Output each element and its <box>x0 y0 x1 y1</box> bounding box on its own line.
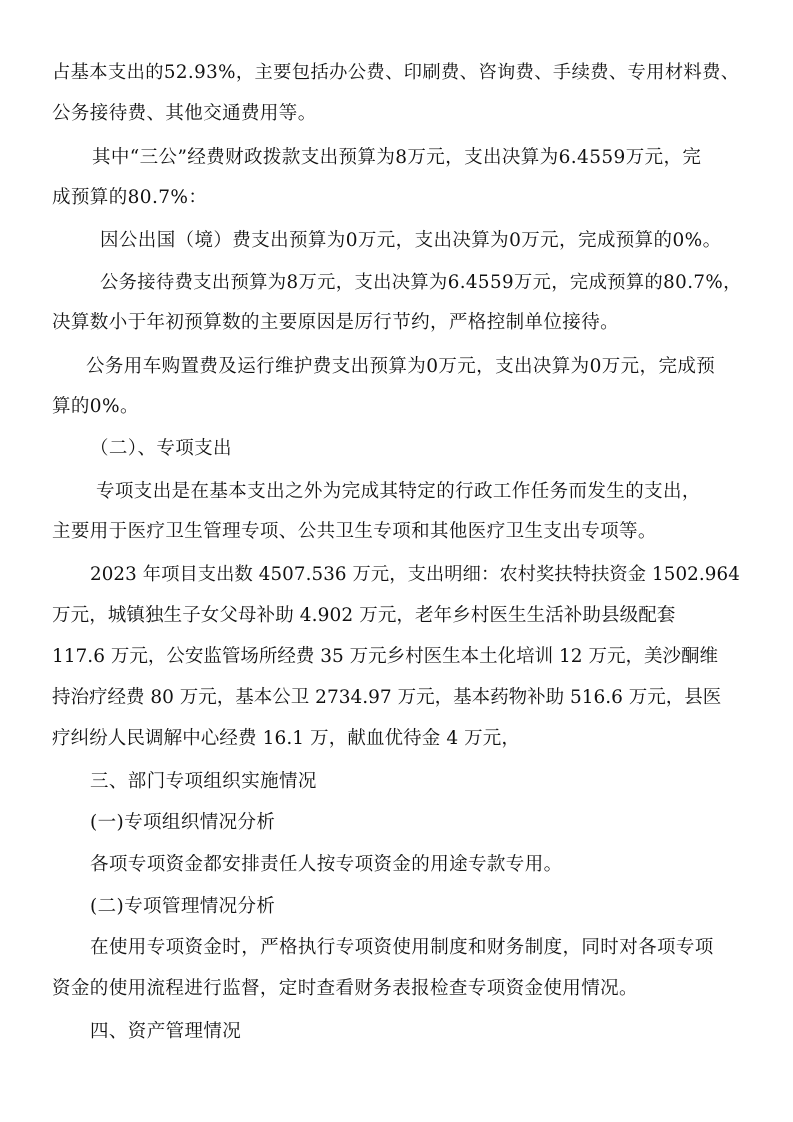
paragraph-line: 决算数小于年初预算数的主要原因是厉行节约，严格控制单位接待。 <box>52 312 620 333</box>
paragraph-line: 持治疗经费 80 万元，基本公卫 2734.97 万元，基本药物补助 516.6 万元，县医 <box>52 687 722 708</box>
paragraph-line: 公务接待费支出预算为8万元，支出决算为6.4559万元，完成预算的80.7%， <box>100 272 742 293</box>
paragraph-line: 成预算的80.7%： <box>52 187 208 208</box>
paragraph-line: 主要用于医疗卫生管理专项、公共卫生专项和其他医疗卫生支出专项等。 <box>52 521 657 542</box>
paragraph-line: 专项支出是在基本支出之外为完成其特定的行政工作任务而发生的支出， <box>96 481 701 502</box>
paragraph-line: 2023 年项目支出数 4507.536 万元，支出明细：农村奖扶特扶资金 1502.964 <box>90 564 740 585</box>
paragraph-line: 在使用专项资金时，严格执行专项资使用制度和财务制度，同时对各项专项 <box>90 937 714 958</box>
paragraph-line: 疗纠纷人民调解中心经费 16.1 万，献血优待金 4 万元， <box>52 728 520 749</box>
paragraph-line: 万元，城镇独生子女父母补助 4.902 万元，老年乡村医生生活补助县级配套 <box>52 605 676 626</box>
paragraph-line: 因公出国（境）费支出预算为0万元，支出决算为0万元，完成预算的0%。 <box>100 230 722 251</box>
paragraph-line: 117.6 万元，公安监管场所经费 35 万元乡村医生本土化培训 12 万元，美沙酮维 <box>52 646 718 667</box>
section-heading: （二）、专项支出 <box>90 438 232 459</box>
paragraph-line: 占基本支出的52.93%，主要包括办公费、印刷费、咨询费、手续费、专用材料费、 <box>52 62 740 83</box>
paragraph-line: 其中“三公”经费财政拨款支出预算为8万元，支出决算为6.4559万元，完 <box>92 147 702 168</box>
paragraph-line: 算的0%。 <box>52 396 139 417</box>
section-heading: 四、资产管理情况 <box>90 1021 242 1042</box>
subsection-heading: (二)专项管理情况分析 <box>90 896 276 917</box>
paragraph-line: 各项专项资金都安排责任人按专项资金的用途专款专用。 <box>90 854 563 875</box>
paragraph-line: 资金的使用流程进行监督，定时查看财务表报检查专项资金使用情况。 <box>52 978 638 999</box>
section-heading: 三、部门专项组织实施情况 <box>90 771 317 792</box>
subsection-heading: (一)专项组织情况分析 <box>90 812 276 833</box>
paragraph-line: 公务用车购置费及运行维护费支出预算为0万元，支出决算为0万元，完成预 <box>86 356 716 377</box>
paragraph-line: 公务接待费、其他交通费用等。 <box>52 103 317 124</box>
